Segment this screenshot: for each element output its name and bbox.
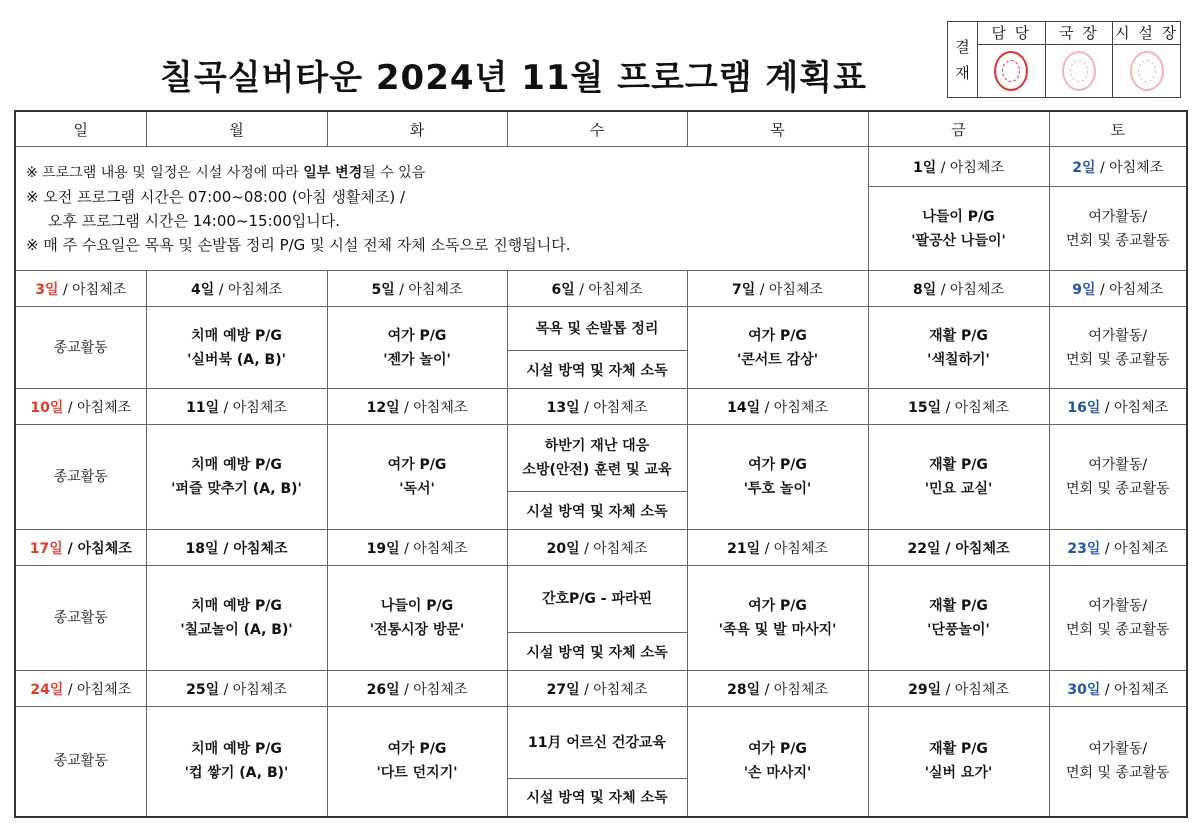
morning-exercise-label: / 아침체조	[760, 540, 828, 557]
signature-area	[1046, 45, 1113, 97]
morning-exercise-label: / 아침체조	[1100, 540, 1169, 557]
morning-exercise-label: / 아침체조	[218, 540, 288, 557]
weekday-mon: 월	[146, 111, 327, 147]
sunday-program-cell: 종교활동	[15, 307, 146, 389]
friday-program-cell: 재활 P/G '단풍놀이'	[868, 566, 1049, 671]
weekday-fri: 금	[868, 111, 1049, 147]
wednesday-program-cell: 11月 어르신 건강교육	[507, 707, 687, 779]
day-cell: 17일 / 아침체조	[15, 530, 146, 566]
morning-exercise-label: / 아침체조	[579, 540, 648, 557]
morning-exercise-label: / 아침체조	[1100, 399, 1169, 416]
day-cell: 16일 / 아침체조	[1049, 389, 1187, 425]
day-cell: 27일 / 아침체조	[507, 671, 687, 707]
tuesday-program-cell: 여가 P/G '젠가 놀이'	[327, 307, 507, 389]
morning-exercise-label: / 아침체조	[214, 281, 282, 298]
week-date-row	[15, 271, 1187, 307]
notes-box	[15, 147, 868, 271]
day-cell: 9일 / 아침체조	[1049, 271, 1187, 307]
morning-exercise-label: / 아침체조	[399, 399, 468, 416]
approval-role: 시 설 장	[1113, 22, 1180, 45]
tuesday-program-cell: 나들이 P/G '전통시장 방문'	[327, 566, 507, 671]
weekday-header-row	[15, 111, 1187, 147]
wednesday-program-cell: 간호P/G - 파라핀	[507, 566, 687, 633]
seal-stamp-icon	[994, 51, 1028, 91]
tuesday-program-cell: 여가 P/G '다트 던지기'	[327, 707, 507, 817]
day-cell: 14일 / 아침체조	[687, 389, 868, 425]
week-program-row	[15, 707, 1187, 779]
weekday-thu: 목	[687, 111, 868, 147]
day-cell: 24일 / 아침체조	[15, 671, 146, 707]
week-program-row	[15, 566, 1187, 633]
wednesday-disinfection-cell: 시설 방역 및 자체 소독	[507, 779, 687, 817]
morning-exercise-label: / 아침체조	[940, 540, 1010, 557]
day-cell: 5일 / 아침체조	[327, 271, 507, 307]
morning-exercise-label: / 아침체조	[63, 399, 132, 416]
morning-exercise-label: / 아침체조	[941, 399, 1009, 416]
morning-exercise-label: / 아침체조	[58, 281, 127, 298]
monday-program-cell: 치매 예방 P/G '칠교놀이 (A, B)'	[146, 566, 327, 671]
day-cell: 18일 / 아침체조	[146, 530, 327, 566]
morning-exercise-label: / 아침체조	[755, 281, 823, 298]
day-cell: 4일 / 아침체조	[146, 271, 327, 307]
page-title: 칠곡실버타운 2024년 11월 프로그램 계획표	[160, 58, 867, 98]
morning-exercise-label: / 아침체조	[219, 681, 287, 698]
note-line: ※ 매 주 수요일은 목욕 및 손발톱 정리 P/G 및 시설 전체 자체 소독으로 진행됩니다.	[26, 235, 571, 254]
day-cell: 1일 / 아침체조	[868, 147, 1049, 187]
wednesday-disinfection-cell: 시설 방역 및 자체 소독	[507, 633, 687, 671]
day-cell: 30일 / 아침체조	[1049, 671, 1187, 707]
day-cell: 28일 / 아침체조	[687, 671, 868, 707]
morning-exercise-label: / 아침체조	[760, 399, 828, 416]
wednesday-program-cell: 하반기 재난 대응 소방(안전) 훈련 및 교육	[507, 425, 687, 492]
saturday-program-cell: 여가활동/ 면회 및 종교활동	[1049, 425, 1187, 530]
sunday-program-cell: 종교활동	[15, 566, 146, 671]
monday-program-cell: 치매 예방 P/G '컵 쌓기 (A, B)'	[146, 707, 327, 817]
thursday-program-cell: 여가 P/G '족욕 및 발 마사지'	[687, 566, 868, 671]
program-cell: 여가활동/ 면회 및 종교활동	[1049, 187, 1187, 271]
note-line: ※ 프로그램 내용 및 일정은 시설 사정에 따라 일부 변경될 수 있음	[26, 164, 426, 181]
signature-area	[978, 45, 1045, 97]
monday-program-cell: 치매 예방 P/G '퍼즐 맞추기 (A, B)'	[146, 425, 327, 530]
approval-role: 담 당	[978, 22, 1045, 45]
wednesday-program-cell: 목욕 및 손발톱 정리	[507, 307, 687, 351]
approval-col-head	[1113, 22, 1180, 97]
day-cell: 13일 / 아침체조	[507, 389, 687, 425]
saturday-program-cell: 여가활동/ 면회 및 종교활동	[1049, 307, 1187, 389]
weekday-sat: 토	[1049, 111, 1187, 147]
weekday-sun: 일	[15, 111, 146, 147]
day-cell: 7일 / 아침체조	[687, 271, 868, 307]
day-cell: 3일 / 아침체조	[15, 271, 146, 307]
program-calendar	[14, 110, 1188, 818]
thursday-program-cell: 여가 P/G '손 마사지'	[687, 707, 868, 817]
day-cell: 2일 / 아침체조	[1049, 147, 1187, 187]
program-cell: 나들이 P/G '팔공산 나들이'	[868, 187, 1049, 271]
approval-header	[948, 22, 978, 97]
monday-program-cell: 치매 예방 P/G '실버북 (A, B)'	[146, 307, 327, 389]
note-line: ※ 오전 프로그램 시간은 07:00~08:00 (아침 생활체조) /	[26, 187, 406, 206]
week-program-row	[15, 425, 1187, 492]
tuesday-program-cell: 여가 P/G '독서'	[327, 425, 507, 530]
day-cell: 21일 / 아침체조	[687, 530, 868, 566]
morning-exercise-label: / 아침체조	[574, 281, 643, 298]
approval-col-director	[1046, 22, 1114, 97]
saturday-program-cell: 여가활동/ 면회 및 종교활동	[1049, 707, 1187, 817]
thursday-program-cell: 여가 P/G '콘서트 감상'	[687, 307, 868, 389]
approval-role: 국 장	[1046, 22, 1113, 45]
day-cell: 15일 / 아침체조	[868, 389, 1049, 425]
friday-program-cell: 재활 P/G '색칠하기'	[868, 307, 1049, 389]
morning-exercise-label: / 아침체조	[219, 399, 287, 416]
approval-header-2: 재	[955, 63, 970, 82]
week-program-row	[15, 307, 1187, 351]
sunday-program-cell: 종교활동	[15, 707, 146, 817]
morning-exercise-label: / 아침체조	[63, 681, 132, 698]
morning-exercise-label: / 아침체조	[579, 399, 648, 416]
day-cell: 11일 / 아침체조	[146, 389, 327, 425]
note-emphasis: 일부 변경	[303, 164, 363, 181]
day-cell: 20일 / 아침체조	[507, 530, 687, 566]
note-line: 오후 프로그램 시간은 14:00~15:00입니다.	[48, 211, 340, 230]
day-cell: 29일 / 아침체조	[868, 671, 1049, 707]
day-cell: 6일 / 아침체조	[507, 271, 687, 307]
weekday-wed: 수	[507, 111, 687, 147]
sunday-program-cell: 종교활동	[15, 425, 146, 530]
wednesday-disinfection-cell: 시설 방역 및 자체 소독	[507, 492, 687, 530]
saturday-program-cell: 여가활동/ 면회 및 종교활동	[1049, 566, 1187, 671]
approval-col-manager	[978, 22, 1046, 97]
day-cell: 25일 / 아침체조	[146, 671, 327, 707]
signature-area	[1113, 45, 1180, 97]
morning-exercise-label: / 아침체조	[936, 281, 1004, 298]
friday-program-cell: 재활 P/G '민요 교실'	[868, 425, 1049, 530]
thursday-program-cell: 여가 P/G '투호 놀이'	[687, 425, 868, 530]
morning-exercise-label: / 아침체조	[941, 681, 1009, 698]
seal-stamp-icon	[1062, 51, 1096, 91]
day-cell: 26일 / 아침체조	[327, 671, 507, 707]
day-cell: 23일 / 아침체조	[1049, 530, 1187, 566]
wednesday-disinfection-cell: 시설 방역 및 자체 소독	[507, 351, 687, 389]
approval-header-1: 결	[955, 37, 970, 56]
friday-program-cell: 재활 P/G '실버 요가'	[868, 707, 1049, 817]
day-cell: 10일 / 아침체조	[15, 389, 146, 425]
morning-exercise-label: / 아침체조	[62, 540, 132, 557]
morning-exercise-label: / 아침체조	[579, 681, 648, 698]
week-date-row	[15, 389, 1187, 425]
week-date-row	[15, 530, 1187, 566]
week0-date-row	[15, 147, 1187, 187]
approval-box	[947, 21, 1181, 98]
morning-exercise-label: / 아침체조	[394, 281, 463, 298]
morning-exercise-label: / 아침체조	[1100, 681, 1169, 698]
seal-stamp-icon	[1130, 51, 1164, 91]
week-date-row	[15, 671, 1187, 707]
day-cell: 22일 / 아침체조	[868, 530, 1049, 566]
morning-exercise-label: / 아침체조	[760, 681, 828, 698]
day-cell: 12일 / 아침체조	[327, 389, 507, 425]
morning-exercise-label: / 아침체조	[399, 681, 468, 698]
morning-exercise-label: / 아침체조	[1095, 281, 1164, 298]
weekday-tue: 화	[327, 111, 507, 147]
day-cell: 8일 / 아침체조	[868, 271, 1049, 307]
morning-exercise-label: / 아침체조	[399, 540, 468, 557]
day-cell: 19일 / 아침체조	[327, 530, 507, 566]
